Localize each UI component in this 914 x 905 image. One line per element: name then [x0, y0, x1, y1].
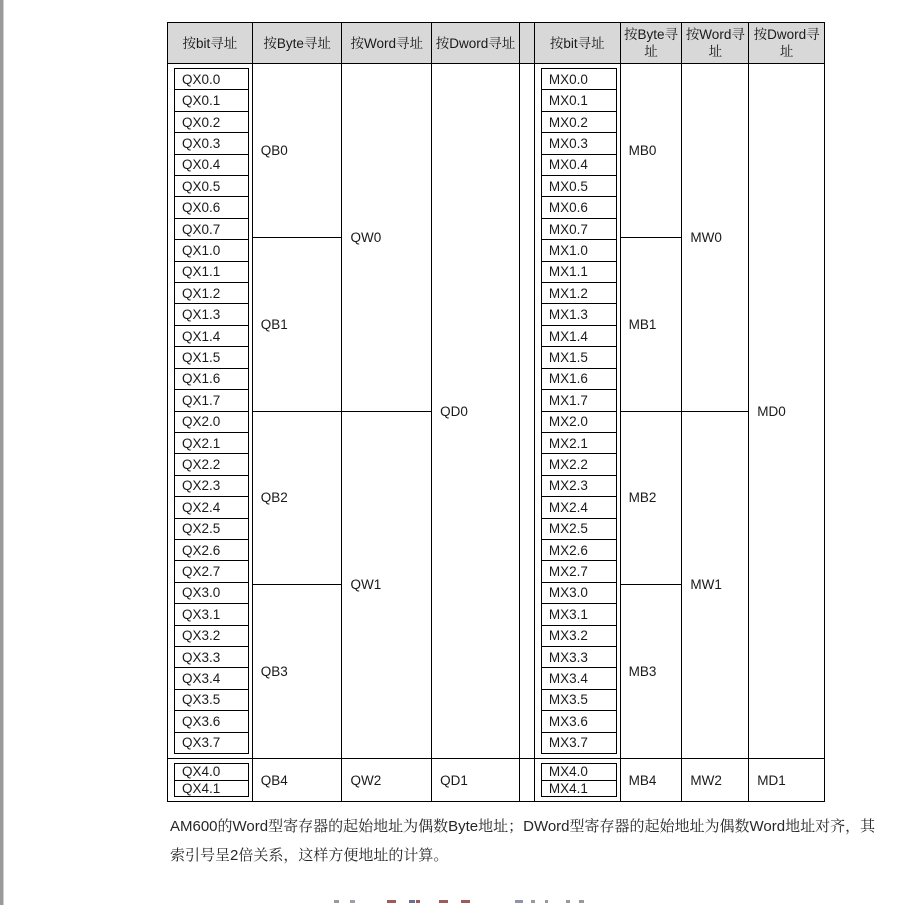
- bit-box-left-tail: [174, 763, 249, 797]
- bit-cell: QX0.2: [175, 111, 248, 132]
- bit-cell: MX3.3: [542, 646, 616, 667]
- byte-cell: QB1: [253, 237, 342, 411]
- col-dword-right-tail: [749, 759, 824, 801]
- bit-cell: QX0.0: [182, 71, 221, 87]
- header-byte-right: 按Byte寻址: [621, 23, 683, 63]
- bit-cell: QX0.7: [175, 218, 248, 239]
- bit-cell: MX1.7: [542, 389, 616, 410]
- bit-cell: QX2.2: [175, 453, 248, 474]
- paragraph-line: AM600的Word型寄存器的起始地址为偶数Byte地址；DWord型寄存器的起始地址为偶数Word地址对齐，其: [170, 818, 876, 835]
- bit-cell: MX0.7: [542, 218, 616, 239]
- bit-cell: QX4.1: [175, 780, 248, 797]
- dword-cell: MD0: [757, 403, 786, 419]
- bit-cell: MX0.5: [542, 175, 616, 196]
- header-byte-left: 按Byte寻址: [253, 23, 343, 63]
- bit-cell: QX1.3: [175, 303, 248, 324]
- bit-cell: MX0.3: [542, 132, 616, 153]
- page-left-edge: [0, 0, 4, 905]
- col-dword-left: [432, 64, 520, 758]
- bit-cell: MX1.4: [542, 325, 616, 346]
- byte-cell: MB1: [621, 237, 682, 411]
- clipped-glyph-top: [531, 900, 535, 903]
- col-byte-right: [621, 64, 683, 758]
- clipped-glyph-top: [409, 900, 415, 903]
- bit-cell: MX1.2: [542, 282, 616, 303]
- bit-cell: QX3.0: [175, 582, 248, 603]
- bit-cell: MX2.4: [542, 496, 616, 517]
- table-body-main: [168, 64, 824, 758]
- col-spacer: [520, 64, 535, 758]
- byte-cell: QB3: [253, 584, 342, 758]
- bit-cell: MX1.6: [542, 368, 616, 389]
- byte-cell: MB0: [628, 142, 657, 158]
- col-word-right: [682, 64, 749, 758]
- col-spacer-tail: [520, 759, 535, 801]
- word-cell: MW1: [682, 411, 748, 759]
- bit-cell: QX2.0: [175, 411, 248, 432]
- bit-cell: QX1.4: [175, 325, 248, 346]
- bit-cell: MX2.7: [542, 560, 616, 581]
- bit-cell: QX1.0: [175, 239, 248, 260]
- header-dword-right: 按Dword寻址: [753, 27, 820, 59]
- bit-cell: QX2.3: [175, 475, 248, 496]
- bit-cell: MX3.6: [542, 710, 616, 731]
- byte-cell: QB4: [260, 772, 288, 788]
- clipped-glyph-top: [439, 900, 448, 903]
- col-word-left-tail: [342, 759, 432, 801]
- header-word-right: 按Word寻址: [682, 23, 749, 63]
- dword-cell: MD1: [757, 772, 786, 788]
- bit-cell: MX0.0: [548, 71, 588, 87]
- bit-cell: MX3.2: [542, 625, 616, 646]
- bit-cell: MX2.1: [542, 432, 616, 453]
- clipped-glyph-top: [387, 900, 396, 903]
- byte-cell: MB2: [621, 411, 682, 585]
- bit-cell: MX1.1: [542, 261, 616, 282]
- col-bit-right-tail: [535, 759, 621, 801]
- bit-cell: QX1.2: [175, 282, 248, 303]
- bit-cell: QX2.5: [175, 518, 248, 539]
- bit-cell: QX2.6: [175, 539, 248, 560]
- table-header-row: [168, 23, 824, 64]
- bit-cell: MX2.2: [542, 453, 616, 474]
- col-word-right-tail: [682, 759, 749, 801]
- clipped-glyph-top: [545, 900, 548, 903]
- bit-cell: QX0.5: [175, 175, 248, 196]
- byte-cell: QB2: [253, 411, 342, 585]
- col-dword-right: [749, 64, 824, 758]
- dword-cell: QD1: [440, 772, 468, 788]
- bit-cell: MX1.5: [542, 346, 616, 367]
- bit-cell: QX3.6: [175, 710, 248, 731]
- bit-cell: QX0.1: [175, 89, 248, 110]
- bit-cell: MX3.4: [542, 667, 616, 688]
- bit-cell: MX3.5: [542, 689, 616, 710]
- table-body-tail: [168, 758, 824, 801]
- bit-cell: MX1.0: [542, 239, 616, 260]
- col-bit-left: [168, 64, 253, 758]
- bit-box-left-main: [174, 68, 249, 754]
- bit-cell: MX2.5: [542, 518, 616, 539]
- clipped-glyph-top: [416, 900, 420, 903]
- bit-cell: QX3.7: [175, 732, 248, 753]
- word-cell: QW2: [350, 772, 382, 788]
- bit-cell: QX3.2: [175, 625, 248, 646]
- bit-cell: MX4.0: [548, 764, 588, 780]
- clipped-glyph-top: [350, 900, 355, 903]
- bit-cell: MX3.7: [542, 732, 616, 753]
- bit-cell: QX1.5: [175, 346, 248, 367]
- col-bit-right: [535, 64, 621, 758]
- bit-cell: MX1.3: [542, 303, 616, 324]
- bit-cell: MX4.1: [542, 780, 616, 797]
- clipped-text-fragments: [0, 899, 914, 905]
- bit-cell: QX3.1: [175, 603, 248, 624]
- bit-box-right-main: [541, 68, 617, 754]
- bit-cell: MX2.0: [542, 411, 616, 432]
- bit-cell: QX1.1: [175, 261, 248, 282]
- dword-cell: QD0: [440, 403, 468, 419]
- clipped-glyph-top: [579, 900, 584, 903]
- paragraph-line: 索引号呈2倍关系，这样方便地址的计算。: [170, 847, 449, 864]
- bit-cell: QX0.3: [175, 132, 248, 153]
- byte-cell: MB4: [628, 772, 657, 788]
- bit-cell: MX2.3: [542, 475, 616, 496]
- bit-cell: QX0.6: [175, 196, 248, 217]
- col-dword-left-tail: [432, 759, 520, 801]
- bit-cell: MX3.1: [542, 603, 616, 624]
- address-mapping-table: [167, 22, 825, 802]
- header-bit-left: 按bit寻址: [168, 23, 253, 63]
- word-cell: MW2: [690, 772, 722, 788]
- bit-cell: QX2.4: [175, 496, 248, 517]
- header-dword-left: 按Dword寻址: [432, 23, 520, 63]
- bit-cell: MX0.1: [542, 89, 616, 110]
- header-spacer: [520, 23, 535, 63]
- bit-cell: MX2.6: [542, 539, 616, 560]
- header-word-left: 按Word寻址: [342, 23, 432, 63]
- col-word-left: [342, 64, 432, 758]
- bit-cell: QX1.6: [175, 368, 248, 389]
- description-paragraph: [170, 812, 876, 870]
- bit-cell: QX2.1: [175, 432, 248, 453]
- col-byte-left-tail: [253, 759, 343, 801]
- col-bit-left-tail: [168, 759, 253, 801]
- word-cell: QW1: [342, 411, 431, 759]
- bit-cell: MX3.0: [542, 582, 616, 603]
- bit-box-right-tail: [541, 763, 617, 797]
- bit-cell: QX2.7: [175, 560, 248, 581]
- byte-cell: MB3: [621, 584, 682, 758]
- word-cell: MW0: [690, 229, 722, 245]
- col-byte-right-tail: [621, 759, 683, 801]
- bit-cell: QX3.5: [175, 689, 248, 710]
- bit-cell: MX0.2: [542, 111, 616, 132]
- bit-cell: QX3.3: [175, 646, 248, 667]
- bit-cell: MX0.4: [542, 154, 616, 175]
- header-bit-right: 按bit寻址: [535, 23, 621, 63]
- bit-cell: QX4.0: [182, 764, 221, 780]
- bit-cell: QX3.4: [175, 667, 248, 688]
- bit-cell: MX0.6: [542, 196, 616, 217]
- word-cell: QW0: [350, 229, 382, 245]
- byte-cell: QB0: [260, 142, 288, 158]
- clipped-glyph-top: [461, 900, 470, 903]
- bit-cell: QX1.7: [175, 389, 248, 410]
- bit-cell: QX0.4: [175, 154, 248, 175]
- clipped-glyph-top: [515, 900, 523, 903]
- clipped-glyph-top: [566, 900, 570, 903]
- clipped-glyph-top: [334, 900, 339, 903]
- col-byte-left: [253, 64, 343, 758]
